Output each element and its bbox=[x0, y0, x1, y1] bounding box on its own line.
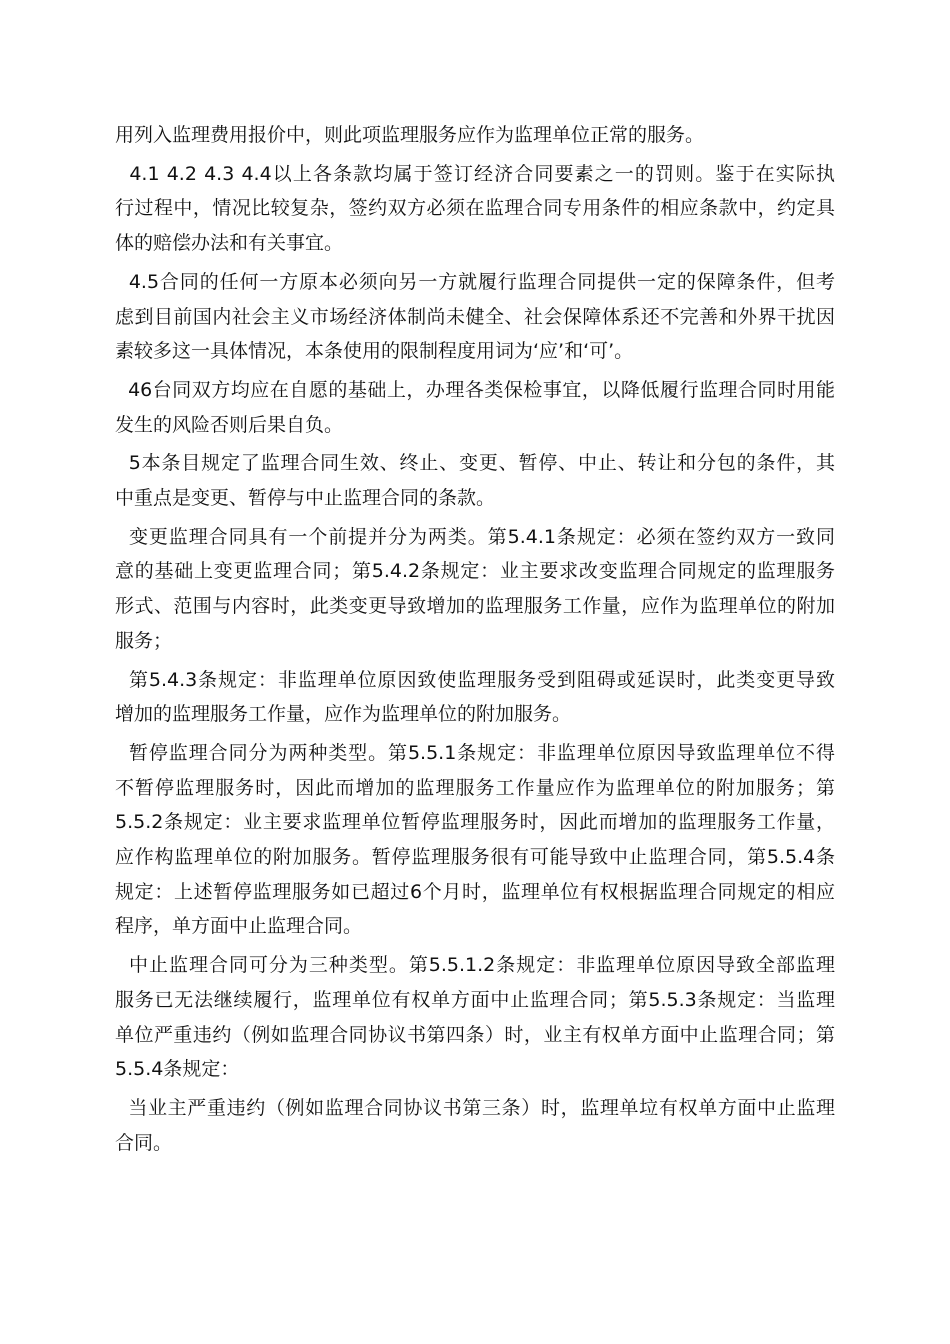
text-line: 行过程中，情况比较复杂，签约双方必须在监理合同专用条件的相应条款中，约定具 bbox=[115, 197, 835, 220]
text-line: 素较多这一具体情况，本条使用的限制程度用词为‘应’和‘可’。 bbox=[115, 340, 634, 363]
text-line: 程序，单方面中止监理合同。 bbox=[115, 915, 363, 938]
text-line: 5.5.2条规定：业主要求监理单位暂停监理服务时，因此而增加的监理服务工作量， bbox=[115, 811, 835, 834]
text-line: 4.1 4.2 4.3 4.4以上各条款均属于签订经济合同要素之一的罚则。鉴于在实际执 bbox=[115, 162, 835, 185]
text-line: 服务； bbox=[115, 629, 173, 652]
text-line: 服务已无法继续履行，监理单位有权单方面中止监理合同；第5.5.3条规定：当监理 bbox=[115, 988, 835, 1011]
text-line: 用列入监理费用报价中，则此项监理服务应作为监理单位正常的服务。 bbox=[115, 124, 705, 146]
text-line: 虑到目前国内社会主义市场经济体制尚未健全、社会保障体系还不完善和外界干扰因 bbox=[115, 305, 835, 328]
document-body bbox=[115, 118, 835, 1160]
text-line: 应作构监理单位的附加服务。暂停监理服务很有可能导致中止监理合同，第5.5.4条 bbox=[115, 846, 835, 869]
text-line: 第5.4.3条规定：非监理单位原因致使监理服务受到阻碍或延误时，此类变更导致 bbox=[115, 668, 835, 691]
text-line: 单位严重违约（例如监理合同协议书第四条）时，业主有权单方面中止监理合同；第 bbox=[115, 1023, 835, 1046]
text-line: 46台同双方均应在自愿的基础上，办理各类保检事宜，以降低履行监理合同时用能 bbox=[115, 378, 835, 401]
text-line: 当业主严重违约（例如监理合同协议书第三条）时，监理单垃有权单方面中止监理 bbox=[115, 1096, 835, 1119]
paragraph bbox=[115, 1091, 835, 1160]
text-line: 变更监理合同具有一个前提并分为两类。第5.4.1条规定：必须在签约双方一致同 bbox=[115, 525, 835, 548]
paragraph bbox=[115, 736, 835, 944]
paragraph bbox=[115, 663, 835, 732]
text-line: 中止监理合同可分为三种类型。第5.5.1.2条规定：非监理单位原因导致全部监理 bbox=[115, 954, 835, 977]
text-line: 规定：上述暂停监理服务如已超过6个月时，监理单位有权根据监理合同规定的相应 bbox=[115, 880, 835, 903]
paragraph bbox=[115, 118, 835, 153]
text-line: 意的基础上变更监理合同；第5.4.2条规定：业主要求改变监理合同规定的监理服务 bbox=[115, 560, 835, 583]
paragraph bbox=[115, 265, 835, 369]
text-line: 体的赔偿办法和有关事宜。 bbox=[115, 232, 344, 255]
text-line: 5本条目规定了监理合同生效、终止、变更、暂停、中止、转让和分包的条件，其 bbox=[115, 452, 835, 475]
text-line: 合同。 bbox=[115, 1131, 173, 1154]
paragraph bbox=[115, 948, 835, 1087]
text-line: 4.5合同的任何一方原本必须向另一方就履行监理合同提供一定的保障条件，但考 bbox=[115, 270, 835, 293]
text-line: 增加的监理服务工作量，应作为监理单位的附加服务。 bbox=[115, 703, 572, 726]
paragraph bbox=[115, 520, 835, 659]
paragraph bbox=[115, 373, 835, 442]
paragraph bbox=[115, 157, 835, 261]
text-line: 不暂停监理服务时，因此而增加的监理服务工作量应作为监理单位的附加服务；第 bbox=[115, 776, 835, 799]
text-line: 5.5.4条规定： bbox=[115, 1058, 240, 1081]
text-line: 中重点是变更、暂停与中止监理合同的条款。 bbox=[115, 487, 496, 510]
text-line: 形式、范围与内容时，此类变更导致增加的监理服务工作量，应作为监理单位的附加 bbox=[115, 595, 835, 618]
text-line: 暂停监理合同分为两种类型。第5.5.1条规定：非监理单位原因导致监理单位不得 bbox=[115, 741, 835, 764]
text-line: 发生的风险否则后果自负。 bbox=[115, 413, 344, 436]
paragraph bbox=[115, 446, 835, 515]
